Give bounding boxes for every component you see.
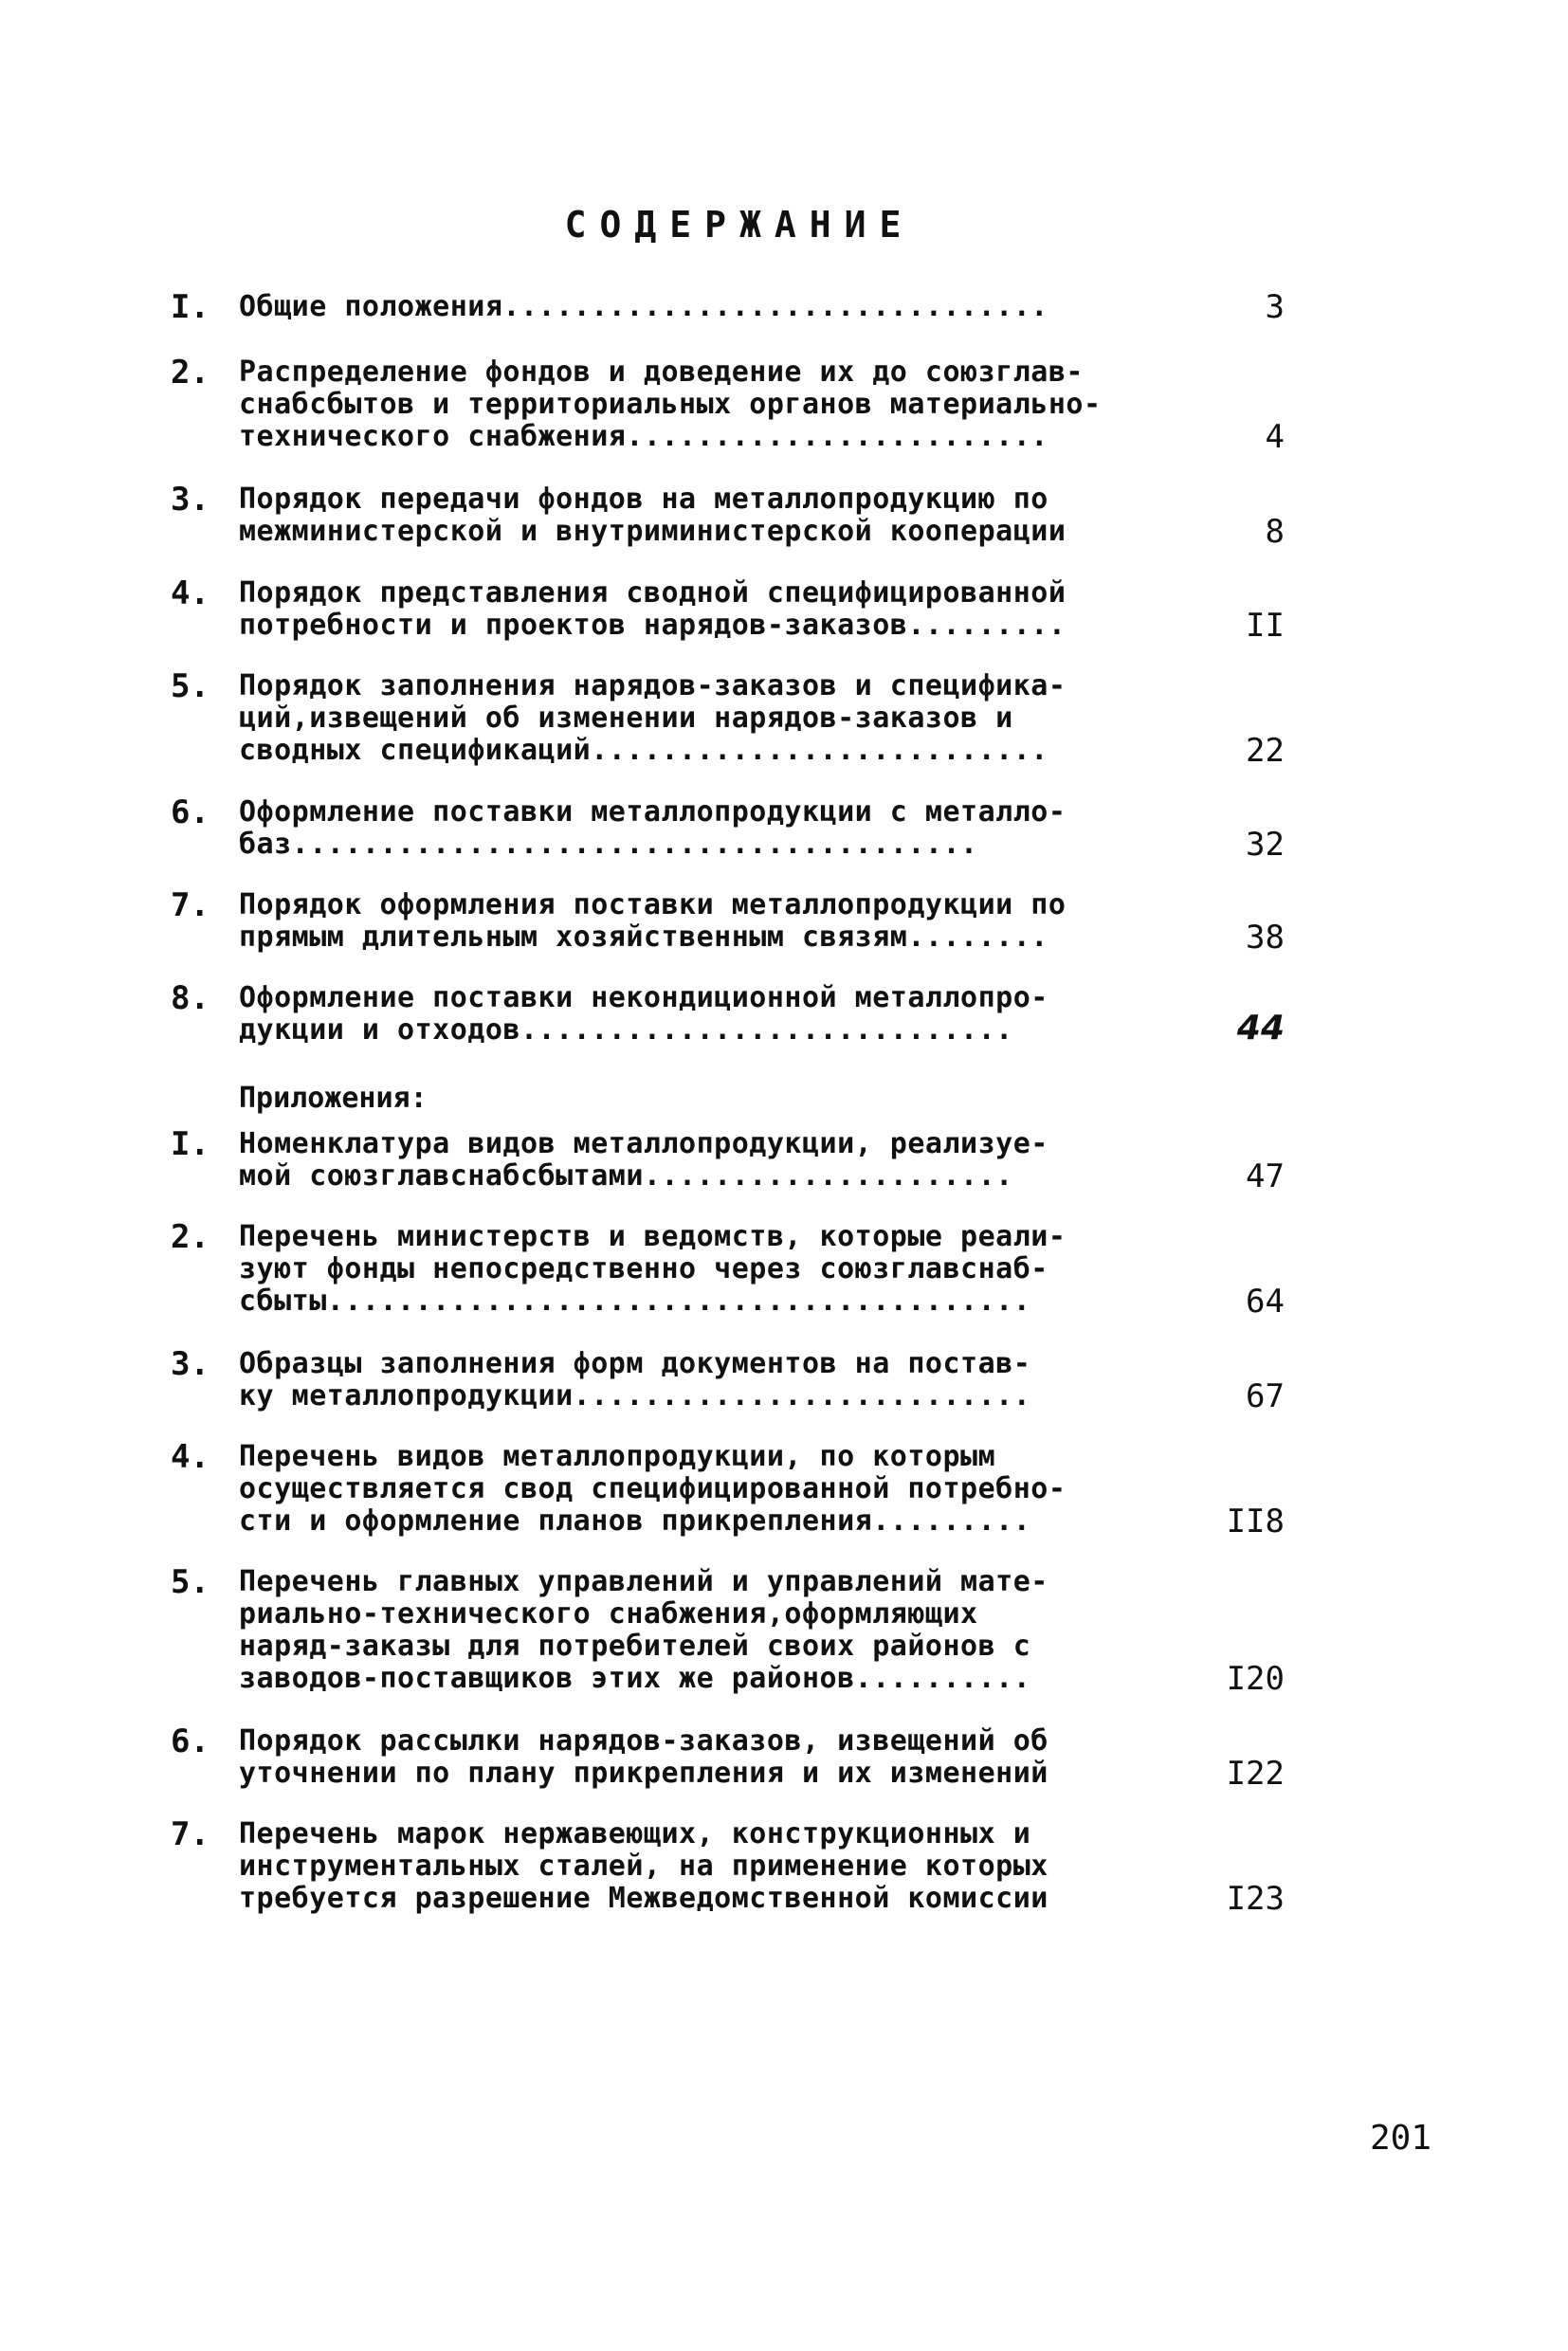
toc-entry-number: 7. <box>171 886 210 924</box>
toc-page-number: 3 <box>1265 288 1285 326</box>
toc-entry-line: зуют фонды непосредственно через союзглавснаб- <box>239 1252 1048 1285</box>
page-title: СОДЕРЖАНИЕ <box>564 204 915 246</box>
toc-entry-line: технического снабжения........................ <box>239 420 1048 453</box>
toc-entry-line: Номенклатура видов металлопродукции, реализуе- <box>239 1127 1048 1160</box>
toc-page-number: 47 <box>1246 1157 1285 1195</box>
toc-entry-line: сбыты........................................ <box>239 1285 1031 1318</box>
toc-entry-line: Порядок передачи фондов на металлопродукцию по <box>239 483 1048 516</box>
toc-entry-line: Перечень министерств и ведомств, которые реали- <box>239 1220 1067 1253</box>
toc-entry-line: ций,извещений об изменении нарядов-заказов и <box>239 702 1013 735</box>
toc-entry-line: Порядок рассылки нарядов-заказов, извещений об <box>239 1724 1048 1758</box>
toc-entry-line: наряд-заказы для потребителей своих районов с <box>239 1630 1031 1663</box>
toc-page-number: I22 <box>1226 1755 1285 1793</box>
toc-entry-line: Перечень марок нержавеющих, конструкционных и <box>239 1817 1031 1850</box>
toc-entry-text <box>239 982 1244 1047</box>
appendix-heading: Приложения: <box>239 1082 428 1115</box>
toc-entry-number: 6. <box>171 1722 210 1760</box>
toc-entry-line: мой союзглавснабсбытами..................... <box>239 1159 1013 1193</box>
toc-entry-line: межминистерской и внутриминистерской кооперации <box>239 515 1067 548</box>
toc-page-number-handwritten: 44 <box>1236 1009 1285 1048</box>
toc-entry-text <box>239 483 1244 548</box>
toc-entry-line: требуется разрешение Межведомственной комиссии <box>239 1882 1048 1915</box>
toc-entry-number: I. <box>171 1125 210 1163</box>
toc-entry-line: Перечень видов металлопродукции, по которым <box>239 1440 996 1473</box>
toc-entry-line: Порядок заполнения нарядов-заказов и специфика- <box>239 669 1067 702</box>
toc-entry-line: дукции и отходов............................ <box>239 1013 1013 1047</box>
toc-entry-number: 2. <box>171 354 210 392</box>
toc-entry-number: 6. <box>171 793 210 831</box>
footer-page-number: 201 <box>1369 2119 1431 2158</box>
toc-entry-number: 5. <box>171 1563 210 1601</box>
toc-entry-line: ку металлопродукции.......................... <box>239 1379 1031 1412</box>
toc-entry-line: Перечень главных управлений и управлений мате- <box>239 1565 1048 1598</box>
toc-entry-text <box>239 1128 1244 1193</box>
toc-entry-number: 8. <box>171 979 210 1017</box>
toc-entry-number: 7. <box>171 1815 210 1853</box>
toc-entry-text <box>239 291 1244 323</box>
toc-entry-line: заводов-поставщиков этих же районов.......... <box>239 1662 1031 1695</box>
toc-entry-text <box>239 1348 1244 1412</box>
toc-entry-line: Оформление поставки некондиционной металлопро- <box>239 981 1048 1014</box>
toc-entry-text <box>239 1725 1244 1790</box>
toc-entry-number: 3. <box>171 481 210 519</box>
toc-entry-line: Распределение фондов и доведение их до союзглав- <box>239 355 1084 389</box>
toc-entry-line: Общие положения............................... <box>239 290 1048 323</box>
toc-entry-text <box>239 1221 1244 1318</box>
toc-entry-number: I. <box>171 288 210 326</box>
toc-entry-number: 5. <box>171 667 210 705</box>
toc-page-number: 8 <box>1265 513 1285 551</box>
toc-entry-line: Оформление поставки металлопродукции с металло- <box>239 795 1067 829</box>
toc-entry-line: снабсбытов и территориальных органов материально- <box>239 388 1102 421</box>
toc-page-number: I20 <box>1226 1660 1285 1698</box>
toc-entry-text <box>239 670 1244 767</box>
toc-entry-number: 4. <box>171 574 210 612</box>
toc-page-number: II <box>1246 607 1285 645</box>
toc-entry-line: прямым длительным хозяйственным связям........ <box>239 920 1048 954</box>
toc-entry-line: Порядок оформления поставки металлопродукции по <box>239 888 1067 921</box>
toc-entry-line: Порядок представления сводной специфицированной <box>239 576 1067 610</box>
toc-entry-line: уточнении по плану прикрепления и их изменений <box>239 1757 1048 1790</box>
toc-entry-line: осуществляется свод специфицированной потребно- <box>239 1472 1067 1505</box>
toc-entry-text <box>239 796 1244 861</box>
toc-page-number: 32 <box>1246 826 1285 864</box>
toc-entry-text <box>239 1818 1244 1915</box>
toc-entry-line: баз....................................... <box>239 828 978 861</box>
toc-page-number: 4 <box>1265 418 1285 456</box>
toc-entry-number: 3. <box>171 1345 210 1383</box>
toc-entry-text <box>239 577 1244 642</box>
toc-page-number: 64 <box>1246 1283 1285 1321</box>
toc-entry-text <box>239 356 1244 453</box>
toc-page-number: I23 <box>1226 1880 1285 1918</box>
toc-entry-text <box>239 1566 1244 1695</box>
toc-entry-number: 2. <box>171 1218 210 1256</box>
toc-entry-text <box>239 1441 1244 1538</box>
toc-entry-line: риально-технического снабжения,оформляющих <box>239 1597 978 1631</box>
toc-entry-line: потребности и проектов нарядов-заказов......... <box>239 609 1067 642</box>
toc-entry-line: инструментальных сталей, на применение которых <box>239 1850 1048 1883</box>
toc-page-number: 67 <box>1246 1377 1285 1415</box>
toc-entry-line: Образцы заполнения форм документов на постав- <box>239 1347 1031 1380</box>
toc-entry-number: 4. <box>171 1438 210 1476</box>
toc-entry-text <box>239 889 1244 954</box>
toc-page-number: II8 <box>1226 1503 1285 1540</box>
toc-entry-line: сти и оформление планов прикрепления......... <box>239 1504 1031 1538</box>
toc-page-number: 22 <box>1246 732 1285 770</box>
toc-page-number: 38 <box>1246 919 1285 957</box>
toc-entry-line: сводных спецификаций.......................... <box>239 734 1048 767</box>
